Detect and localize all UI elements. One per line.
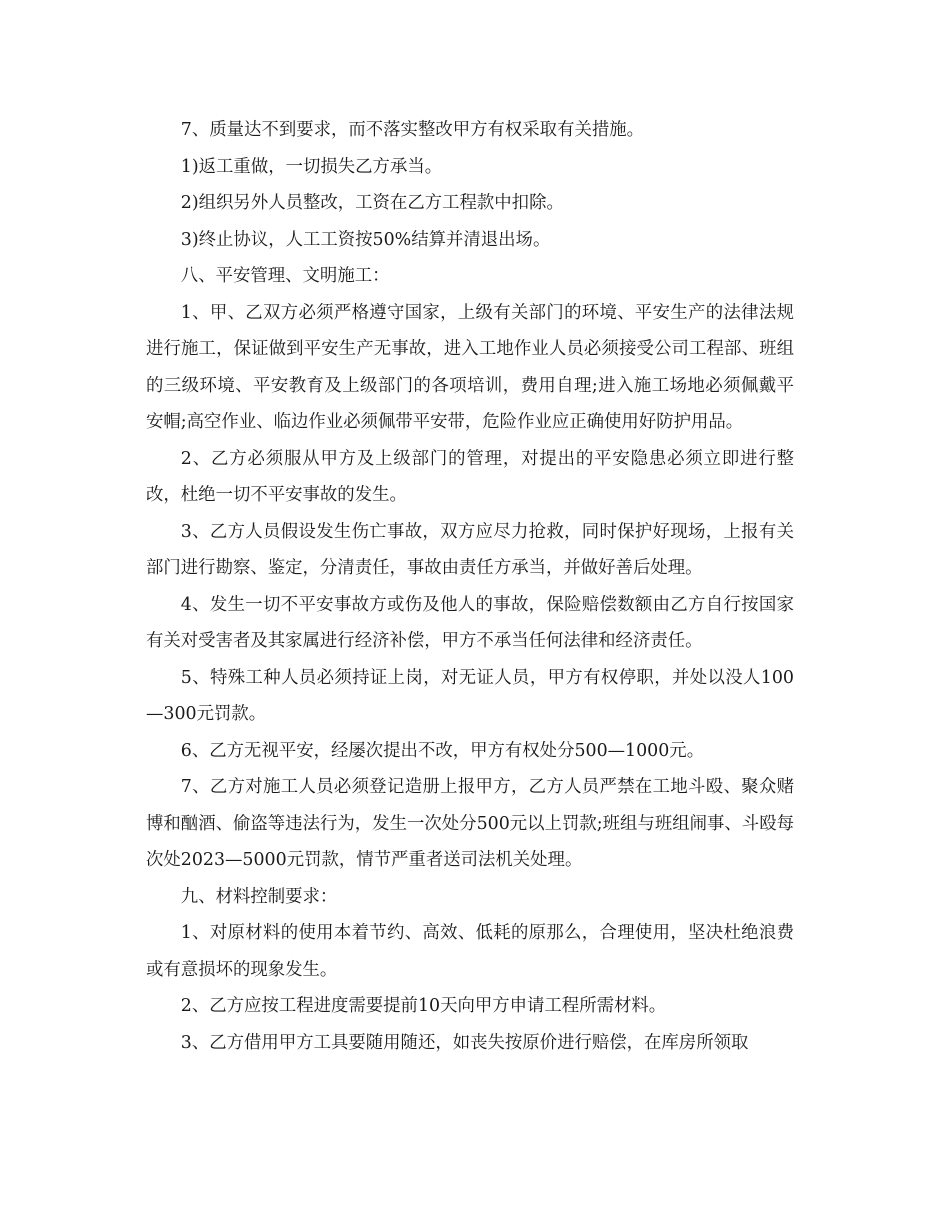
paragraph-safety-7: 7、乙方对施工人员必须登记造册上报甲方，乙方人员严禁在工地斗殴、聚众赌博和酗酒、偷盗等违法行为，发生一次处分500元以上罚款;班组与班组闹事、斗殴每次处2023—5000元罚款，情节严重者送司法机关处理。: [146, 777, 794, 870]
paragraph-reorganize: 2)组织另外人员整改，工资在乙方工程款中扣除。: [180, 193, 564, 213]
paragraph-safety-3: 3、乙方人员假设发生伤亡事故，双方应尽力抢救，同时保护好现场，上报有关部门进行勘察、鉴定，分清责任，事故由责任方承当，并做好善后处理。: [146, 521, 794, 578]
paragraph-safety-6: 6、乙方无视平安，经屡次提出不改，甲方有权处分500—1000元。: [180, 740, 705, 761]
section-heading-materials: 九、材料控制要求：: [180, 886, 338, 907]
paragraph-safety-1: 1、甲、乙双方必须严格遵守国家，上级有关部门的环境、平安生产的法律法规进行施工，保证做到平安生产无事故，进入工地作业人员必须接受公司工程部、班组的三级环境、平安教育及上级部门的各项培训，费用自理;进入施工场地必须佩戴平安帽;高空作业、临边作业必须佩带平安带，危险作业应正确使用好防护用品。: [146, 302, 794, 432]
paragraph-materials-3: 3、乙方借用甲方工具要随用随还，如丧失按原价进行赔偿，在库房所领取: [180, 1032, 749, 1053]
paragraph-materials-1: 1、对原材料的使用本着节约、高效、低耗的原那么，合理使用，坚决杜绝浪费或有意损坏的现象发生。: [146, 923, 794, 980]
paragraph-safety-2: 2、乙方必须服从甲方及上级部门的管理，对提出的平安隐患必须立即进行整改，杜绝一切不平安事故的发生。: [146, 448, 794, 505]
paragraph-safety-4: 4、发生一切不平安事故方或伤及他人的事故，保险赔偿数额由乙方自行按国家有关对受害者及其家属进行经济补偿，甲方不承当任何法律和经济责任。: [146, 594, 794, 651]
document-body: [146, 112, 794, 1061]
paragraph-rework: 1)返工重做，一切损失乙方承当。: [180, 156, 443, 177]
paragraph-safety-5: 5、特殊工种人员必须持证上岗，对无证人员，甲方有权停职，并处以没人100—300元罚款。: [146, 667, 794, 724]
paragraph-item-7-quality: 7、质量达不到要求，而不落实整改甲方有权采取有关措施。: [180, 120, 645, 140]
paragraph-terminate: 3)终止协议，人工工资按50%结算并清退出场。: [180, 229, 551, 250]
section-heading-safety: 八、平安管理、文明施工：: [180, 266, 390, 286]
paragraph-materials-2: 2、乙方应按工程进度需要提前10天向甲方申请工程所需材料。: [180, 996, 667, 1016]
